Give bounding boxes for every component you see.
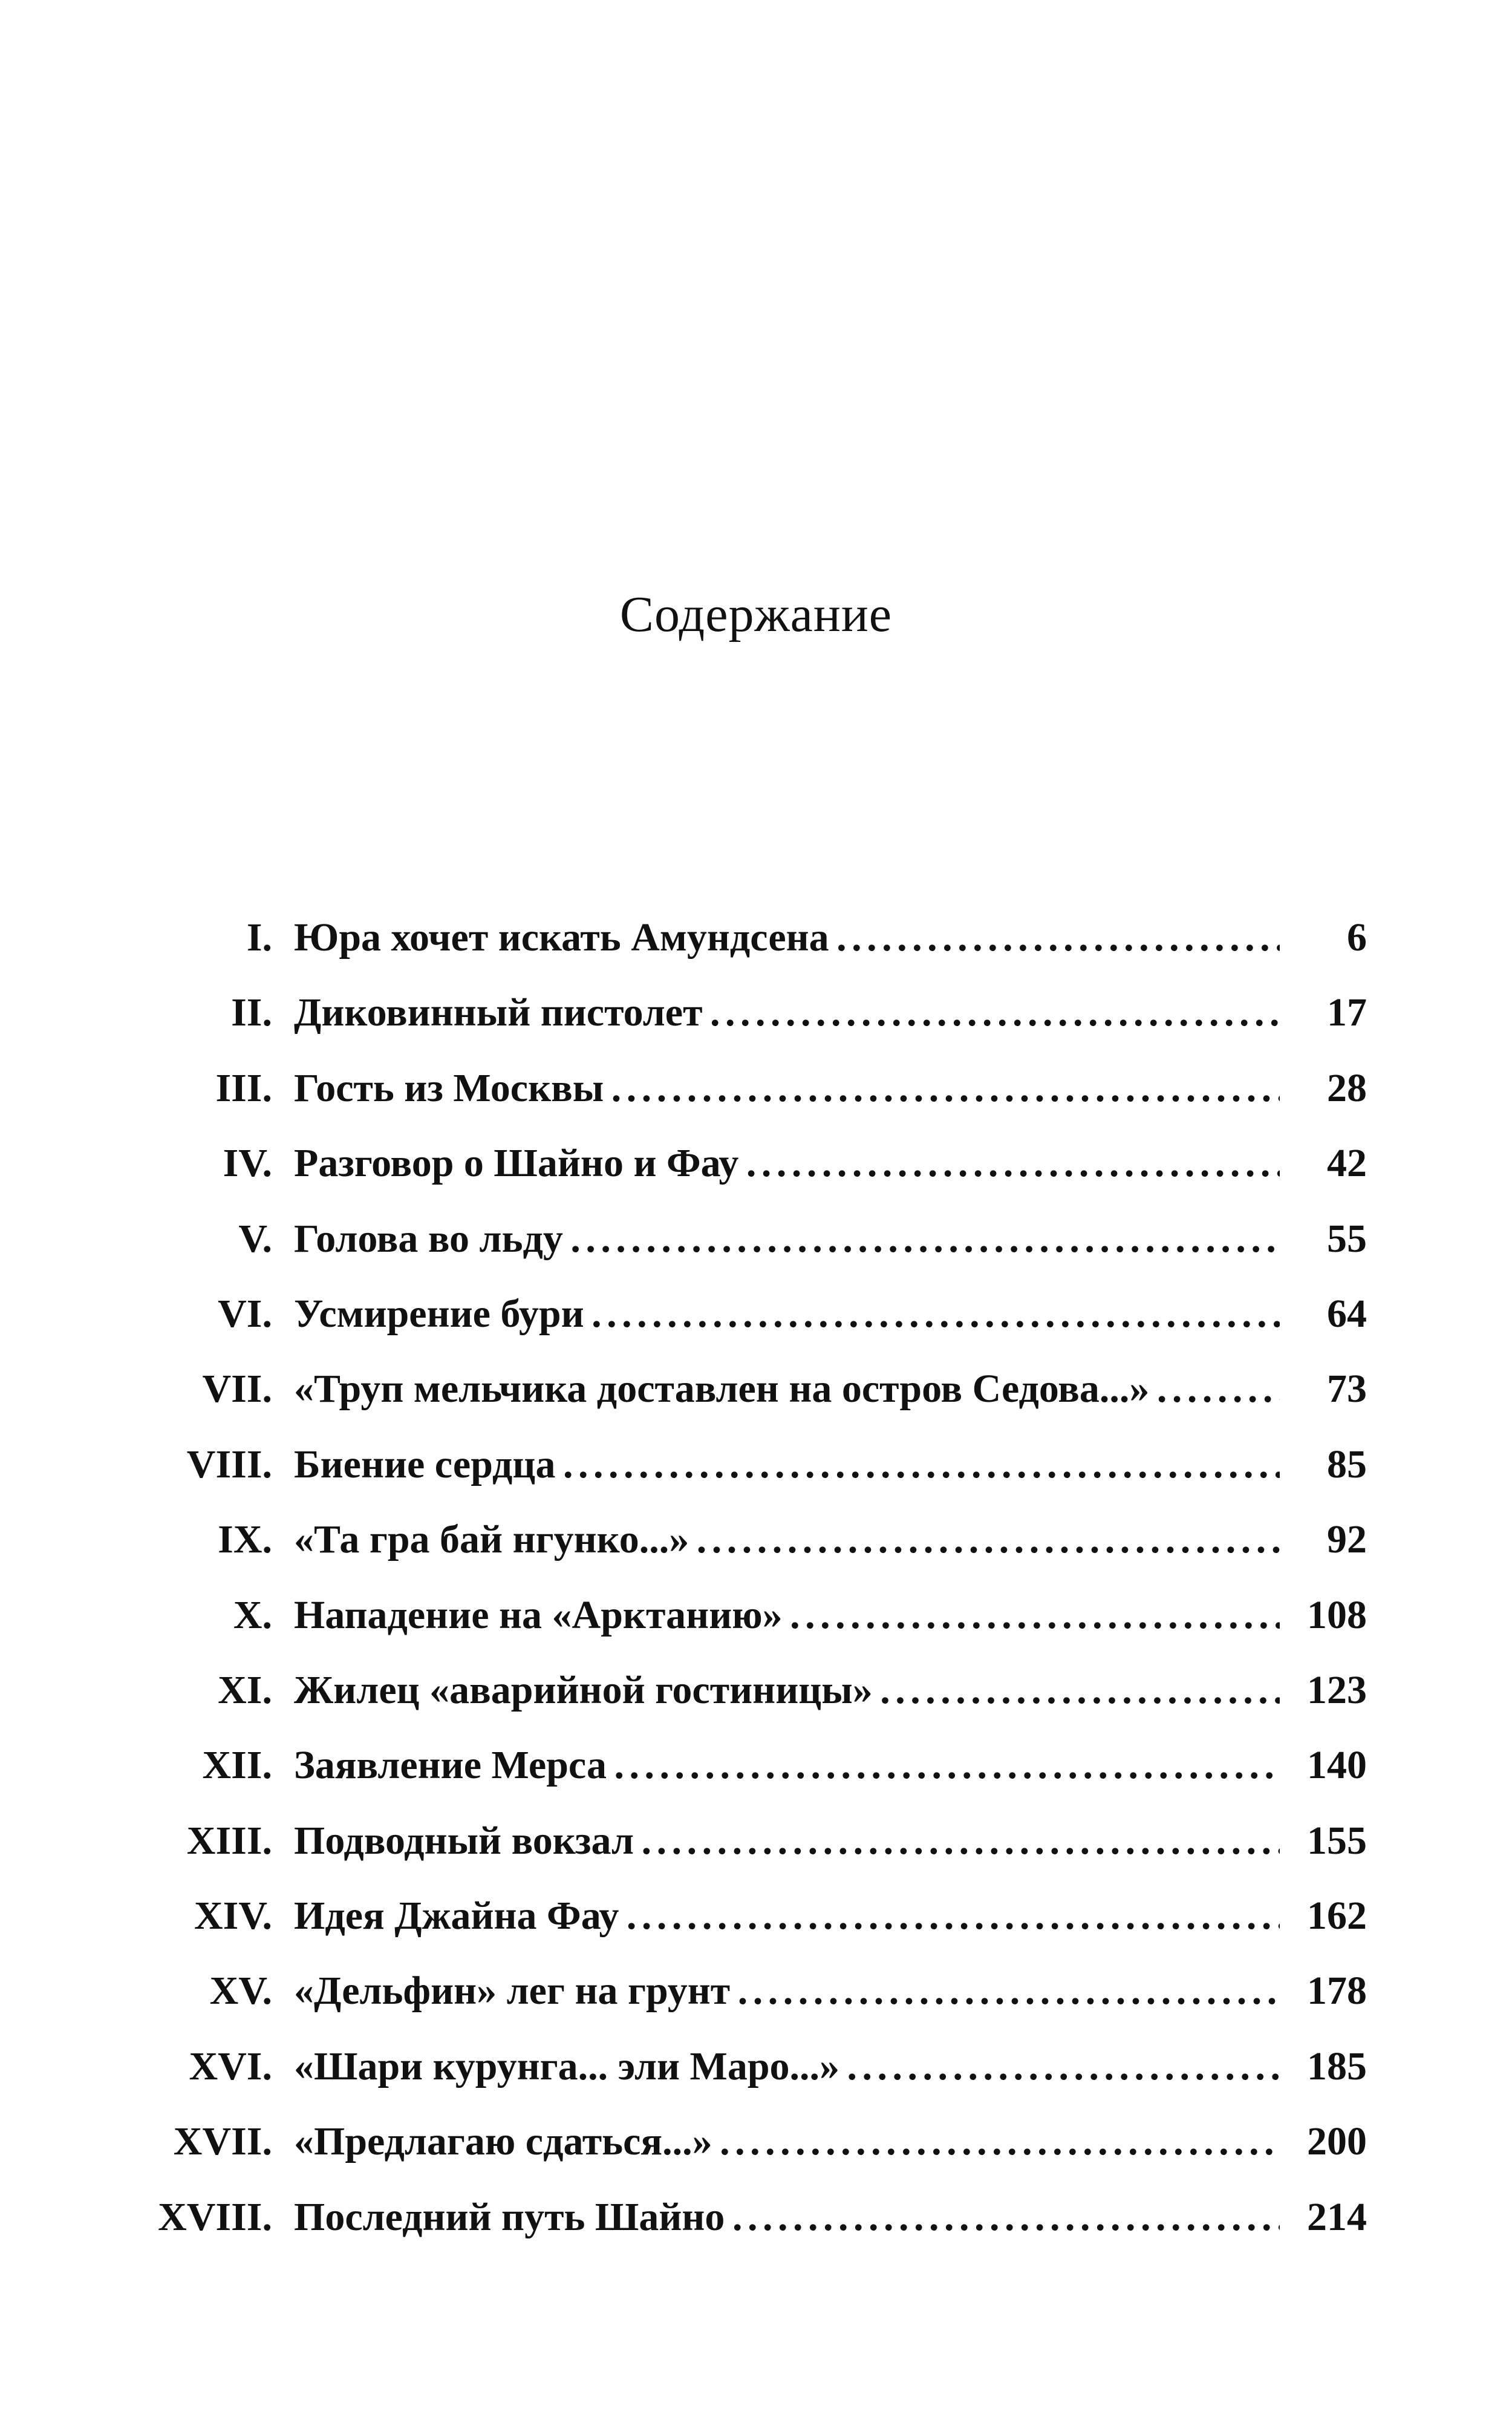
chapter-number: XVI. xyxy=(189,2044,272,2088)
chapter-number: II. xyxy=(231,990,272,1035)
chapter-title: Нападение на «Арктанию» . . . xyxy=(294,1578,1280,1653)
chapter-number: III. xyxy=(215,1065,272,1110)
page-number: 214 xyxy=(1283,2180,1367,2255)
toc-entry xyxy=(0,1051,1512,1126)
page-number: 185 xyxy=(1283,2029,1367,2104)
toc-entry xyxy=(0,975,1512,1050)
chapter-title: Гость из Москвы . . . xyxy=(294,1051,1280,1126)
page-number: 108 xyxy=(1283,1578,1367,1653)
chapter-number: I. xyxy=(246,915,272,960)
toc-entry xyxy=(0,900,1512,975)
page-number: 28 xyxy=(1303,1051,1367,1126)
chapter-title: «Шари курунга... эли Маро...» . . . xyxy=(294,2029,1280,2104)
chapter-number: XVIII. xyxy=(158,2194,272,2239)
toc-entry xyxy=(0,1653,1512,1728)
page-number: 200 xyxy=(1283,2104,1367,2179)
toc-entry xyxy=(0,1954,1512,2029)
chapter-title: Голова во льду . . . xyxy=(294,1202,1280,1277)
page-number: 85 xyxy=(1303,1427,1367,1502)
chapter-number: VI. xyxy=(218,1291,272,1336)
toc-entry xyxy=(0,1126,1512,1201)
chapter-title: Жилец «аварийной гостиницы» . . . xyxy=(294,1653,1280,1728)
chapter-title: Заявление Мерса . . . xyxy=(294,1728,1280,1803)
chapter-title: Усмирение бури . . . xyxy=(294,1277,1280,1352)
toc-entry xyxy=(0,1728,1512,1803)
page-number: 42 xyxy=(1303,1126,1367,1201)
chapter-title: «Дельфин» лег на грунт . . . xyxy=(294,1954,1280,2029)
page-number: 73 xyxy=(1303,1352,1367,1427)
toc-entry xyxy=(0,1804,1512,1879)
chapter-number: VII. xyxy=(202,1367,272,1411)
page-number: 55 xyxy=(1303,1202,1367,1277)
chapter-number: X. xyxy=(233,1592,272,1637)
chapter-title: «Та гра бай нгунко...» . . . xyxy=(294,1502,1280,1577)
chapter-number: XIV. xyxy=(194,1894,272,1938)
chapter-title: Идея Джайна Фау . . . xyxy=(294,1879,1280,1954)
page-number: 155 xyxy=(1283,1804,1367,1879)
table-of-contents xyxy=(0,900,1512,2255)
chapter-number: XVII. xyxy=(173,2119,272,2164)
page-title: Содержание xyxy=(619,586,893,643)
chapter-title: Диковинный пистолет . . . xyxy=(294,975,1280,1050)
toc-entry xyxy=(0,1578,1512,1653)
page-number: 6 xyxy=(1323,900,1367,975)
page-number: 92 xyxy=(1303,1502,1367,1577)
chapter-title: «Предлагаю сдаться...» . . . xyxy=(294,2104,1280,2179)
toc-entry xyxy=(0,1202,1512,1277)
chapter-title: Разговор о Шайно и Фау . . . xyxy=(294,1126,1280,1201)
page-number: 178 xyxy=(1283,1954,1367,2029)
toc-entry xyxy=(0,1277,1512,1352)
chapter-number: XII. xyxy=(202,1743,272,1788)
chapter-number: IX. xyxy=(218,1517,272,1562)
page-number: 123 xyxy=(1283,1653,1367,1728)
toc-entry xyxy=(0,1502,1512,1577)
page-number: 140 xyxy=(1283,1728,1367,1803)
chapter-title: Подводный вокзал . . . xyxy=(294,1804,1280,1879)
chapter-title: Юра хочет искать Амундсена . . . xyxy=(294,900,1280,975)
toc-entry xyxy=(0,2104,1512,2179)
toc-entry xyxy=(0,1427,1512,1502)
toc-entry xyxy=(0,2029,1512,2104)
page-number: 162 xyxy=(1283,1879,1367,1954)
chapter-number: XV. xyxy=(209,1969,272,2013)
chapter-number: XIII. xyxy=(186,1818,272,1863)
chapter-number: XI. xyxy=(218,1667,272,1712)
page-number: 17 xyxy=(1303,975,1367,1050)
chapter-number: IV. xyxy=(223,1141,272,1186)
chapter-number: V. xyxy=(238,1216,272,1261)
chapter-title: Биение сердца . . . xyxy=(294,1427,1280,1502)
chapter-number: VIII. xyxy=(186,1442,272,1486)
toc-entry xyxy=(0,1352,1512,1427)
page-number: 64 xyxy=(1303,1277,1367,1352)
chapter-title: «Труп мельчика доставлен на остров Седова...» . . . xyxy=(294,1352,1280,1427)
chapter-title: Последний путь Шайно . . . xyxy=(294,2180,1280,2255)
toc-entry xyxy=(0,2180,1512,2255)
toc-entry xyxy=(0,1879,1512,1954)
